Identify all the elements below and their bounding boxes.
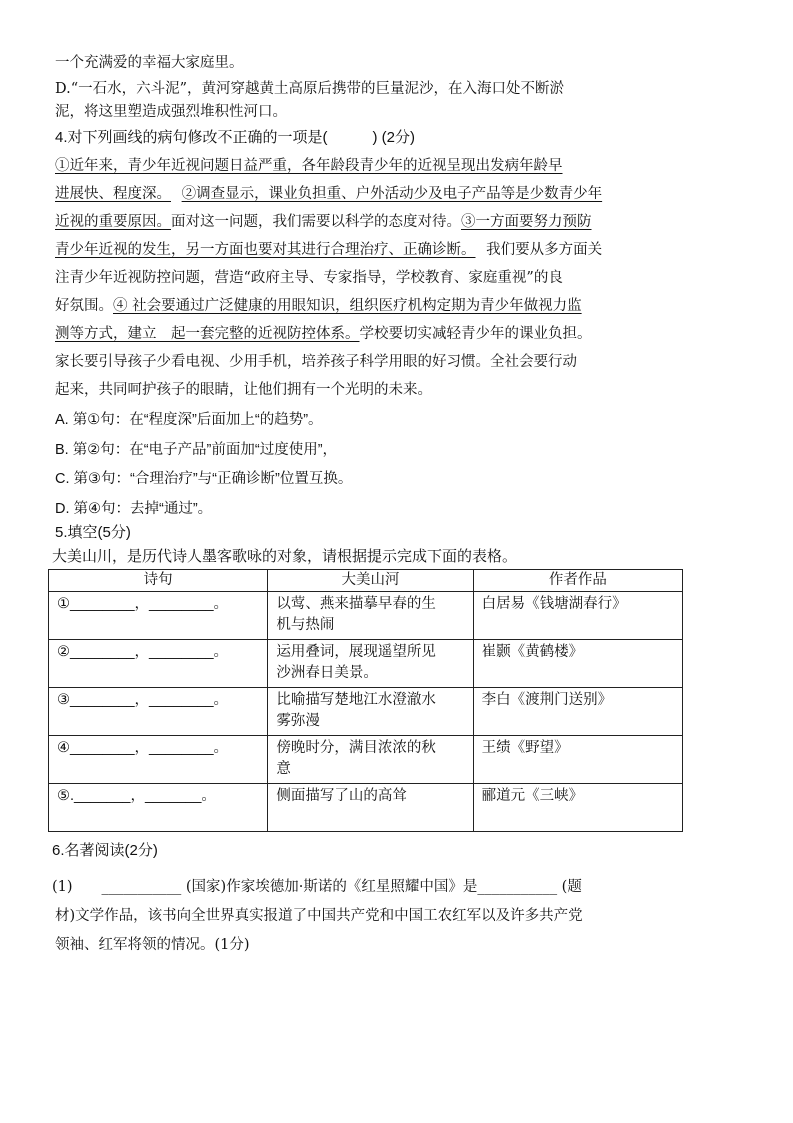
table-header-row xyxy=(49,570,683,592)
scenery-text: 傍晚时分，满目浓浓的秋 xyxy=(276,740,436,756)
plain-text: 好氛围。 xyxy=(55,298,113,314)
underlined-sentence-1: ①近年来，青少年近视问题日益严重，各年龄段青少年的近视呈现出发病年龄早 xyxy=(55,158,563,174)
header-author-work: 作者作品 xyxy=(473,570,682,592)
question-4-title: 4.对下列画线的病句修改不正确的一项是( ) (2分) xyxy=(55,129,416,146)
passage-line xyxy=(55,239,602,261)
question-5-intro: 大美山川，是历代诗人墨客歌咏的对象，请根据提示完成下面的表格。 xyxy=(52,548,518,565)
scenery-cell xyxy=(268,592,473,640)
underlined-sentence-4: 测等方式，建立 起一套完整的近视防控体系。 xyxy=(55,326,360,342)
scenery-cell xyxy=(268,688,473,736)
underlined-sentence-1: 进展快、程度深。 xyxy=(55,186,171,202)
poetry-table xyxy=(48,569,683,832)
option-b: B. 第②句：在“电子产品”前面加“过度使用”， xyxy=(55,442,338,458)
table-row xyxy=(49,592,683,640)
passage-line xyxy=(55,323,592,345)
question-6-line: 材)文学作品，该书向全世界真实报道了中国共产党和中国工农红军以及许多共产党 xyxy=(55,908,583,924)
passage-line xyxy=(55,211,592,233)
table-row xyxy=(49,688,683,736)
passage-line: 起来，共同呵护孩子的眼睛，让他们拥有一个光明的未来。 xyxy=(55,382,432,398)
plain-text: 我们要从多方面关 xyxy=(486,242,603,258)
plain-text: 面对这一问题，我们需要以科学的态度对待。 xyxy=(171,214,461,230)
scenery-text: 意 xyxy=(276,761,291,777)
author-work-cell: 李白《渡荆门送别》 xyxy=(473,688,682,736)
table-row xyxy=(49,784,683,832)
fill-blank-cell[interactable]: ⑤._______，_______。 xyxy=(49,784,268,832)
scenery-cell xyxy=(268,736,473,784)
passage-line: 注青少年近视防控问题，营造“政府主导、专家指导，学校教育、家庭重视”的良 xyxy=(55,270,563,286)
header-poem-lines: 诗句 xyxy=(49,570,268,592)
passage-line xyxy=(55,155,563,177)
passage-line: 家长要引导孩子少看电视、少用手机，培养孩子科学用眼的好习惯。全社会要行动 xyxy=(55,354,577,370)
underlined-sentence-2: ②调查显示，课业负担重、户外活动少及电子产品等是少数青少年 xyxy=(181,186,603,202)
scenery-cell xyxy=(268,640,473,688)
underlined-sentence-2: 近视的重要原因。 xyxy=(55,214,171,230)
underlined-sentence-3: ③一方面要努力预防 xyxy=(461,214,592,230)
underlined-sentence-4: ④ 社会要通过广泛健康的用眼知识，组织医疗机构定期为青少年做视力监 xyxy=(113,298,582,314)
option-d: D. 第④句：去掉“通过”。 xyxy=(55,501,213,517)
table-row xyxy=(49,736,683,784)
table-row xyxy=(49,640,683,688)
underlined-sentence-3: 青少年近视的发生，另一方面也要对其进行合理治疗、正确诊断。 xyxy=(55,242,476,258)
fill-blank-cell[interactable]: ③________，________。 xyxy=(49,688,268,736)
author-work-cell: 王绩《野望》 xyxy=(473,736,682,784)
scenery-text: 机与热闹 xyxy=(276,617,335,633)
scenery-text: 沙洲春日美景。 xyxy=(276,665,378,681)
author-work-cell: 崔颢《黄鹤楼》 xyxy=(473,640,682,688)
question-6-line: 领袖、红军将领的情况。(1分) xyxy=(55,937,250,953)
option-a: A. 第①句：在“程度深”后面加上“的趋势”。 xyxy=(55,412,323,428)
scenery-text: 雾弥漫 xyxy=(276,713,320,729)
scenery-text: 运用叠词，展现遥望所见 xyxy=(276,644,436,660)
scenery-text: 以莺、燕来描摹早春的生 xyxy=(276,596,436,612)
plain-text: 学校要切实减轻青少年的课业负担。 xyxy=(359,326,592,342)
fill-blank-cell[interactable]: ②________，________。 xyxy=(49,640,268,688)
question-6-title: 6.名著阅读(2分) xyxy=(52,842,158,859)
question-6-blank-line[interactable]: (1) ___________ (国家)作家埃德加·斯诺的《红星照耀中国》是___________ (题 xyxy=(52,879,582,895)
passage-line xyxy=(55,295,582,317)
author-work-cell: 白居易《钱塘湖春行》 xyxy=(473,592,682,640)
scenery-cell xyxy=(268,784,473,832)
fill-blank-cell[interactable]: ①________，________。 xyxy=(49,592,268,640)
author-work-cell: 郦道元《三峡》 xyxy=(473,784,682,832)
text-line: 一个充满爱的幸福大家庭里。 xyxy=(55,55,244,71)
passage-line xyxy=(55,183,602,205)
scenery-text: 比喻描写楚地江水澄澈水 xyxy=(276,692,436,708)
header-scenery: 大美山河 xyxy=(268,570,473,592)
scenery-text: 侧面描写了山的高耸 xyxy=(276,788,407,804)
option-d-line: D.“一石水，六斗泥”，黄河穿越黄土高原后携带的巨量泥沙，在入海口处不断淤 xyxy=(55,81,565,97)
option-c: C. 第③句：“合理治疗”与“正确诊断”位置互换。 xyxy=(55,471,353,487)
fill-blank-cell[interactable]: ④________，________。 xyxy=(49,736,268,784)
question-5-title: 5.填空(5分) xyxy=(55,524,131,541)
text-line: 泥，将这里塑造成强烈堆积性河口。 xyxy=(55,104,287,120)
